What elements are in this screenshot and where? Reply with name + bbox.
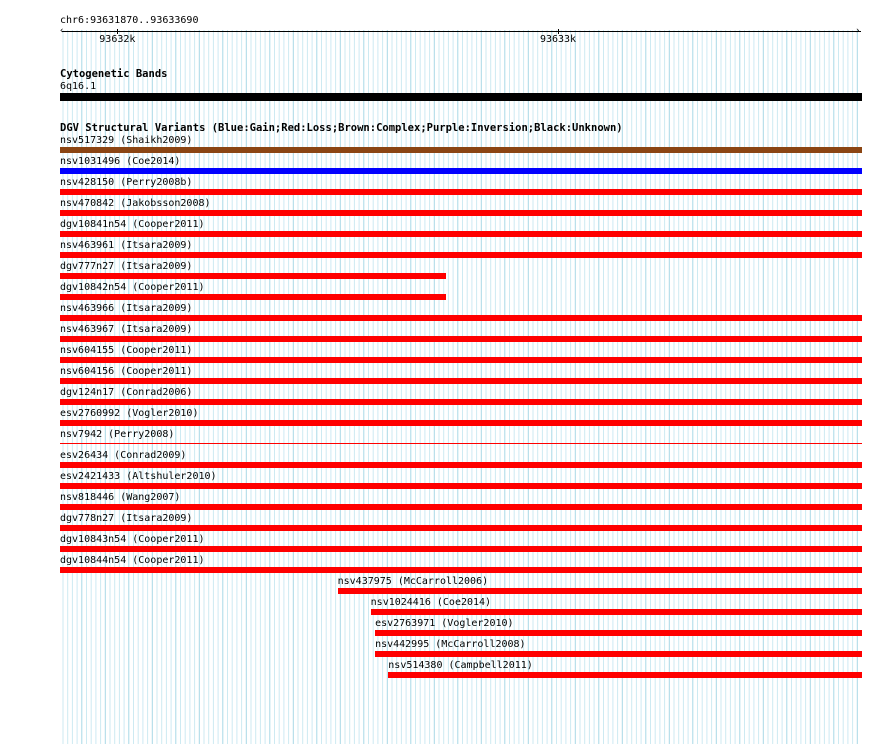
dgv-feature-label: dgv10842n54 (Cooper2011) bbox=[60, 282, 205, 293]
dgv-feature-bar[interactable] bbox=[60, 378, 862, 384]
dgv-feature-bar[interactable] bbox=[60, 546, 862, 552]
dgv-feature-label: nsv463961 (Itsara2009) bbox=[60, 240, 193, 251]
dgv-feature-bar[interactable] bbox=[375, 630, 862, 636]
dgv-feature-label: esv2763971 (Vogler2010) bbox=[375, 618, 514, 629]
dgv-feature-bar[interactable] bbox=[60, 357, 862, 363]
dgv-feature-bar[interactable] bbox=[60, 504, 862, 510]
dgv-feature-label: nsv463966 (Itsara2009) bbox=[60, 303, 193, 314]
dgv-feature-label: dgv10841n54 (Cooper2011) bbox=[60, 219, 205, 230]
position-label: chr6:93631870..93633690 bbox=[60, 15, 199, 26]
dgv-feature-label: dgv10844n54 (Cooper2011) bbox=[60, 555, 205, 566]
dgv-feature-bar[interactable] bbox=[60, 168, 862, 174]
dgv-feature-bar[interactable] bbox=[60, 147, 862, 153]
dgv-feature-bar[interactable] bbox=[60, 567, 862, 573]
dgv-feature-label: esv26434 (Conrad2009) bbox=[60, 450, 187, 461]
dgv-feature-label: esv2421433 (Altshuler2010) bbox=[60, 471, 217, 482]
dgv-feature-bar[interactable] bbox=[60, 525, 862, 531]
dgv-feature-label: nsv428150 (Perry2008b) bbox=[60, 177, 193, 188]
dgv-feature-bar[interactable] bbox=[60, 189, 862, 195]
dgv-feature-bar[interactable] bbox=[60, 294, 446, 300]
dgv-feature-label: dgv10843n54 (Cooper2011) bbox=[60, 534, 205, 545]
dgv-feature-label: dgv124n17 (Conrad2006) bbox=[60, 387, 193, 398]
cytoband-track-title: Cytogenetic Bands bbox=[60, 68, 168, 80]
dgv-feature-label: dgv778n27 (Itsara2009) bbox=[60, 513, 193, 524]
cytoband-label: 6q16.1 bbox=[60, 81, 97, 92]
cytoband-bar[interactable] bbox=[60, 93, 862, 101]
ruler-tick-label: 93632k bbox=[99, 34, 136, 45]
dgv-feature-label: nsv442995 (McCarroll2008) bbox=[375, 639, 526, 650]
dgv-feature-bar[interactable] bbox=[60, 462, 862, 468]
dgv-feature-label: nsv7942 (Perry2008) bbox=[60, 429, 175, 440]
dgv-feature-label: nsv604156 (Cooper2011) bbox=[60, 366, 193, 377]
dgv-feature-label: nsv818446 (Wang2007) bbox=[60, 492, 181, 503]
dgv-feature-label: nsv514380 (Campbell2011) bbox=[388, 660, 533, 671]
dgv-feature-bar[interactable] bbox=[60, 420, 862, 426]
dgv-feature-label: nsv1031496 (Coe2014) bbox=[60, 156, 181, 167]
dgv-feature-label: nsv1024416 (Coe2014) bbox=[370, 597, 492, 608]
dgv-feature-bar[interactable] bbox=[60, 336, 862, 342]
dgv-feature-label: nsv470842 (Jakobsson2008) bbox=[60, 198, 211, 209]
dgv-feature-bar[interactable] bbox=[60, 210, 862, 216]
dgv-feature-bar[interactable] bbox=[371, 609, 862, 615]
dgv-feature-label: dgv777n27 (Itsara2009) bbox=[60, 261, 193, 272]
dgv-feature-bar[interactable] bbox=[338, 588, 862, 594]
dgv-feature-label: nsv463967 (Itsara2009) bbox=[60, 324, 193, 335]
dgv-feature-bar[interactable] bbox=[375, 651, 862, 657]
ruler-tick-label: 93633k bbox=[539, 34, 577, 45]
dgv-feature-label: nsv517329 (Shaikh2009) bbox=[60, 135, 193, 146]
dgv-feature-bar[interactable] bbox=[60, 315, 862, 321]
dgv-feature-label: nsv604155 (Cooper2011) bbox=[60, 345, 193, 356]
dgv-feature-bar[interactable] bbox=[60, 252, 862, 258]
dgv-track-title: DGV Structural Variants (Blue:Gain;Red:Loss;Brown:Complex;Purple:Inversion;Black:Unknown) bbox=[60, 122, 623, 134]
dgv-feature-bar[interactable] bbox=[60, 231, 862, 237]
ruler-right-arrow-icon: › bbox=[855, 26, 861, 36]
dgv-feature-bar[interactable] bbox=[60, 273, 446, 279]
dgv-feature-bar[interactable] bbox=[60, 443, 862, 444]
ruler-left-arrow-icon: ‹ bbox=[59, 26, 65, 36]
dgv-feature-bar[interactable] bbox=[60, 399, 862, 405]
ruler-line bbox=[62, 31, 861, 32]
dgv-feature-bar[interactable] bbox=[388, 672, 862, 678]
dgv-feature-bar[interactable] bbox=[60, 483, 862, 489]
dgv-feature-label: esv2760992 (Vogler2010) bbox=[60, 408, 199, 419]
dgv-feature-label: nsv437975 (McCarroll2006) bbox=[337, 576, 489, 587]
